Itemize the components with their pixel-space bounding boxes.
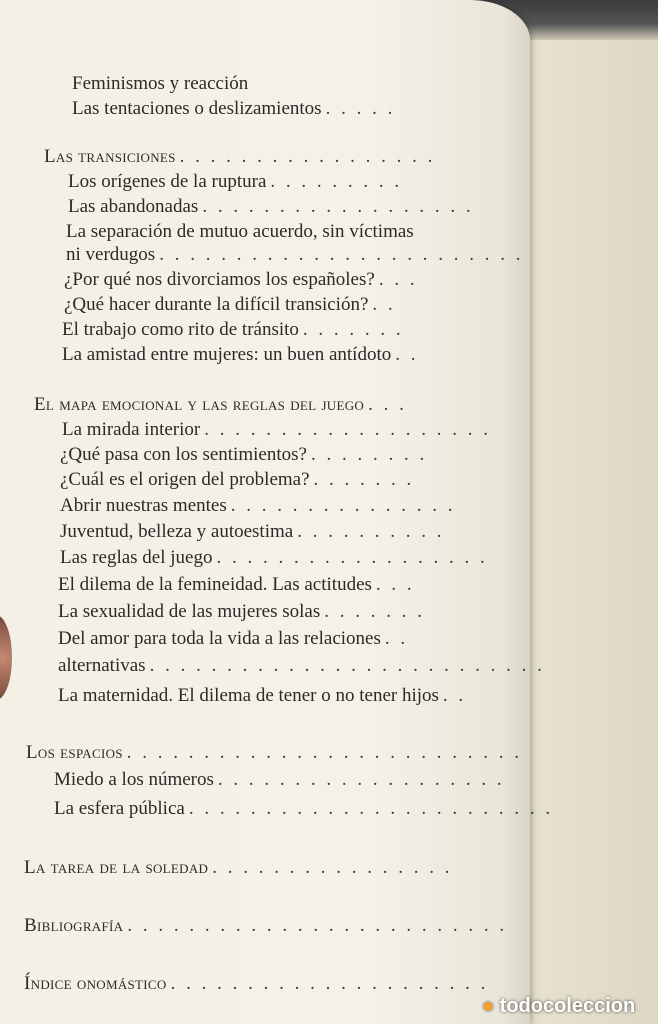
- toc-leader-dots: . . . . . . . . . .: [297, 521, 445, 542]
- toc-leader-dots: . .: [372, 294, 396, 315]
- toc-entry: [66, 220, 418, 244]
- toc-entry: [54, 797, 553, 821]
- toc-leader-dots: . . . . . . . . . . . . . . . . . .: [202, 196, 474, 217]
- toc-section-heading: [34, 393, 407, 417]
- toc-entry: [64, 293, 396, 317]
- toc-entry: [58, 627, 408, 651]
- toc-entry: [64, 268, 418, 292]
- toc-leader-dots: . . .: [368, 394, 407, 415]
- toc-entry-title: Los orígenes de la ruptura: [68, 171, 267, 192]
- toc-entry: [58, 600, 425, 624]
- watermark-logo: [482, 995, 635, 1018]
- toc-leader-dots: . . . . . . . . . . . . . . . . . . . . . . . . . .: [149, 655, 545, 676]
- toc-entry: [68, 195, 474, 219]
- toc-leader-dots: . . . . . . . . . . . . . . . . . . .: [217, 769, 505, 790]
- toc-entry-title: La separación de mutuo acuerdo, sin víctimas: [66, 221, 414, 242]
- toc-leader-dots: . . . . . . . . . . . . . . . . .: [179, 146, 436, 167]
- toc-leader-dots: . . . . . . . . . . . . . . . . . . . . . . . . . .: [126, 742, 523, 763]
- toc-entry: [60, 520, 444, 544]
- toc-leader-dots: . . . . . . . . . . . . . . . . . . . . . . . .: [188, 798, 554, 819]
- toc-entry: [60, 494, 455, 518]
- toc-leader-dots: . .: [384, 628, 409, 649]
- toc-entry-title: Del amor para toda la vida a las relaciones: [58, 628, 381, 649]
- toc-section-title: Bibliografía: [24, 915, 124, 936]
- toc-leader-dots: . . . . . . . .: [310, 444, 428, 465]
- toc-leader-dots: . . . . . . . . .: [270, 171, 403, 192]
- toc-leader-dots: . . . . . . . . . . . . . . . .: [212, 857, 453, 878]
- toc-entry: [68, 170, 402, 194]
- toc-section-heading: [24, 972, 488, 996]
- toc-entry: [62, 418, 491, 442]
- toc-section-heading: [44, 145, 435, 169]
- toc-entry-title: Las abandonadas: [68, 196, 199, 217]
- toc-entry-title: Las reglas del juego: [60, 547, 213, 568]
- watermark-dot-icon: ●: [482, 995, 495, 1017]
- toc-leader-dots: . . . . . . . . . . . . . . . . . . .: [204, 419, 491, 440]
- toc-leader-dots: . . . . . . . . . . . . . . . . . . . . . . . . .: [127, 915, 508, 936]
- toc-entry-title: Abrir nuestras mentes: [60, 495, 227, 516]
- toc-entry-title: El trabajo como rito de tránsito: [62, 319, 299, 340]
- toc-leader-dots: . . . . . . . . . . . . . . .: [230, 495, 456, 516]
- toc-entry-title: Feminismos y reacción: [72, 73, 249, 94]
- toc-leader-dots: . . .: [375, 574, 415, 595]
- toc-leader-dots: . . . . . . .: [302, 319, 404, 340]
- toc-entry-title: La maternidad. El dilema de tener o no tener hijos: [58, 685, 439, 706]
- toc-entry: [58, 684, 466, 708]
- toc-entry-title: La amistad entre mujeres: un buen antídoto: [62, 344, 392, 365]
- toc-entry-title: Miedo a los números: [54, 769, 214, 790]
- toc-entry-title: ni verdugos: [66, 244, 156, 265]
- toc-entry: [66, 243, 523, 267]
- toc-leader-dots: . . . . . . .: [313, 469, 415, 490]
- toc-section-title: La tarea de la soledad: [24, 857, 209, 878]
- toc-entry: [62, 343, 418, 367]
- toc-entry-title: alternativas: [58, 655, 146, 676]
- toc-entry-title: El dilema de la femineidad. Las actitudes: [58, 574, 372, 595]
- toc-leader-dots: . .: [442, 685, 467, 706]
- toc-entry-title: Las tentaciones o deslizamientos: [72, 98, 322, 119]
- toc-entry: [54, 768, 505, 792]
- toc-entry-title: Juventud, belleza y autoestima: [60, 521, 294, 542]
- toc-entry: [60, 546, 488, 570]
- toc-section-title: Índice onomástico: [24, 973, 167, 994]
- toc-leader-dots: . .: [395, 344, 419, 365]
- toc-section-title: Las transiciones: [44, 146, 176, 167]
- toc-section-title: El mapa emocional y las reglas del juego: [34, 394, 365, 415]
- toc-entry-title: La esfera pública: [54, 798, 185, 819]
- toc-leader-dots: . . .: [378, 269, 418, 290]
- toc-leader-dots: . . . . . . . . . . . . . . . . . . . . .: [170, 973, 489, 994]
- toc-entry: [60, 443, 427, 467]
- toc-leader-dots: . . . . .: [325, 98, 396, 119]
- toc-entry-title: ¿Qué hacer durante la difícil transición?: [64, 294, 369, 315]
- toc-leader-dots: . . . . . . . . . . . . . . . . . .: [216, 547, 488, 568]
- toc-entry-title: ¿Cuál es el origen del problema?: [60, 469, 310, 490]
- toc-section-title: Los espacios: [26, 742, 123, 763]
- toc-section-heading: [26, 741, 522, 765]
- toc-entry: [62, 318, 404, 342]
- toc-entry-title: La mirada interior: [62, 419, 201, 440]
- toc-entry: [72, 97, 395, 121]
- toc-entry-title: La sexualidad de las mujeres solas: [58, 601, 321, 622]
- watermark-text: todocoleccion: [499, 995, 636, 1017]
- toc-section-heading: [24, 856, 452, 880]
- toc-entry: [60, 468, 414, 492]
- toc-entry-title: ¿Por qué nos divorciamos los españoles?: [64, 269, 375, 290]
- toc-entry: [72, 72, 252, 96]
- toc-leader-dots: . . . . . . . . . . . . . . . . . . . . . . . .: [159, 244, 524, 265]
- toc-entry: [58, 573, 415, 597]
- toc-section-heading: [24, 914, 507, 938]
- toc-leader-dots: . . . . . . .: [324, 601, 425, 622]
- toc-entry: [58, 654, 545, 678]
- toc-entry-title: ¿Qué pasa con los sentimientos?: [60, 444, 307, 465]
